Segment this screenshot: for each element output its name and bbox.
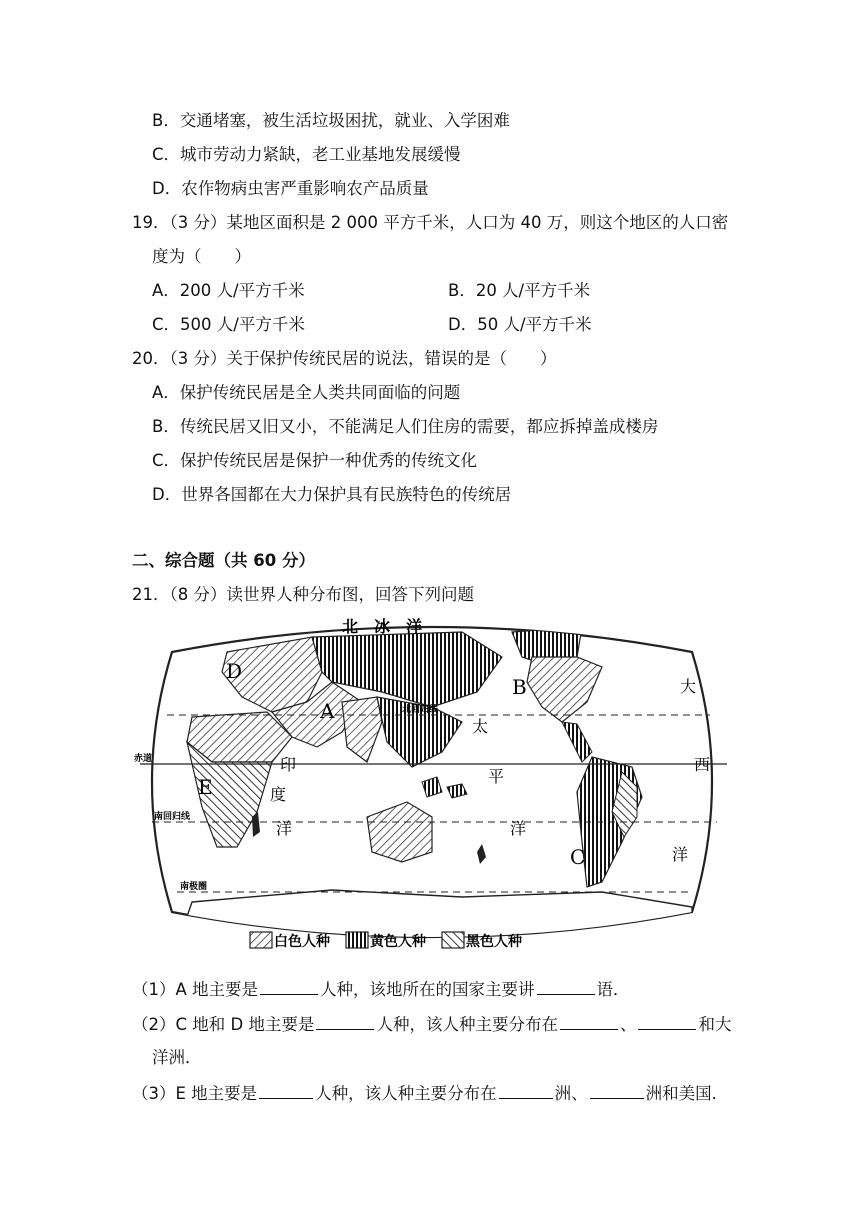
answer-blank[interactable] bbox=[316, 1013, 374, 1030]
label-C: C bbox=[570, 845, 586, 869]
answer-blank[interactable] bbox=[259, 1082, 313, 1099]
legend-white: 白色人种 bbox=[274, 934, 330, 950]
label-D: D bbox=[226, 659, 243, 683]
q21-sub1: （1）A 地主要是 人种，该地所在的国家主要讲 语． bbox=[132, 980, 630, 999]
label-B: B bbox=[512, 675, 527, 699]
q18-option-d: D．农作物病虫害严重影响农产品质量 bbox=[152, 179, 429, 198]
label-indian-2: 度 bbox=[270, 785, 287, 804]
answer-blank[interactable] bbox=[537, 978, 595, 995]
label-tropic-north: 北回归线 bbox=[402, 705, 439, 715]
answer-blank[interactable] bbox=[260, 978, 318, 995]
q18-option-c: C．城市劳动力紧缺，老工业基地发展缓慢 bbox=[152, 145, 461, 164]
q19-option-c: C．500 人/平方千米 bbox=[152, 315, 305, 334]
q20-option-b: B．传统民居又旧又小，不能满足人们住房的需要，都应拆掉盖成楼房 bbox=[152, 417, 659, 436]
legend-black: 黑色人种 bbox=[466, 934, 522, 950]
q21-sub2-line1: （2）C 地和 D 地主要是 人种，该人种主要分布在 、 和大 bbox=[132, 1015, 732, 1034]
label-atlantic-1: 大 bbox=[680, 677, 697, 696]
label-E: E bbox=[198, 775, 213, 799]
q20-stem: 20．（3 分）关于保护传统民居的说法，错误的是（ ） bbox=[132, 349, 557, 368]
label-indian-1: 印 bbox=[280, 755, 297, 774]
label-atlantic-2: 西 bbox=[694, 755, 711, 774]
label-pacific-3: 洋 bbox=[510, 819, 527, 838]
q18-option-b: B．交通堵塞，被生活垃圾困扰，就业、入学困难 bbox=[152, 111, 510, 130]
q20-option-d: D．世界各国都在大力保护具有民族特色的传统居 bbox=[152, 485, 512, 504]
answer-blank[interactable] bbox=[499, 1082, 553, 1099]
label-equator: 赤道 bbox=[134, 754, 153, 764]
q19-option-b: B．20 人/平方千米 bbox=[448, 281, 591, 300]
label-indian-3: 洋 bbox=[276, 819, 293, 838]
section-title: 二、综合题（共 60 分） bbox=[132, 551, 315, 570]
label-A: A bbox=[320, 699, 335, 723]
label-atlantic-3: 洋 bbox=[672, 845, 689, 864]
label-pacific-2: 平 bbox=[488, 767, 505, 786]
q19-stem-line2: 度为（ ） bbox=[152, 247, 251, 266]
answer-blank[interactable] bbox=[560, 1013, 618, 1030]
label-pacific-1: 太 bbox=[472, 717, 489, 736]
answer-blank[interactable] bbox=[590, 1082, 644, 1099]
label-north-ice: 北 冰 洋 bbox=[342, 617, 423, 636]
q21-stem: 21．（8 分）读世界人种分布图，回答下列问题 bbox=[132, 585, 474, 604]
q19-option-d: D．50 人/平方千米 bbox=[448, 315, 592, 334]
q19-stem-line1: 19．（3 分）某地区面积是 2 000 平方千米，人口为 40 万，则这个地区的人口密 bbox=[132, 213, 729, 232]
legend-yellow: 黄色人种 bbox=[370, 934, 426, 950]
q19-option-a: A．200 人/平方千米 bbox=[152, 281, 305, 300]
world-race-map bbox=[132, 612, 732, 960]
q20-option-a: A．保护传统民居是全人类共同面临的问题 bbox=[152, 383, 461, 402]
map-legend bbox=[250, 932, 522, 950]
q21-sub3: （3）E 地主要是 人种，该人种主要分布在 洲、 洲和美国． bbox=[132, 1084, 729, 1103]
label-tropic-south: 南回归线 bbox=[154, 812, 191, 822]
label-antarctic: 南极圈 bbox=[180, 882, 208, 892]
answer-blank[interactable] bbox=[638, 1013, 696, 1030]
q20-option-c: C．保护传统民居是保护一种优秀的传统文化 bbox=[152, 451, 478, 470]
q21-sub2-line2: 洋洲． bbox=[152, 1048, 202, 1067]
